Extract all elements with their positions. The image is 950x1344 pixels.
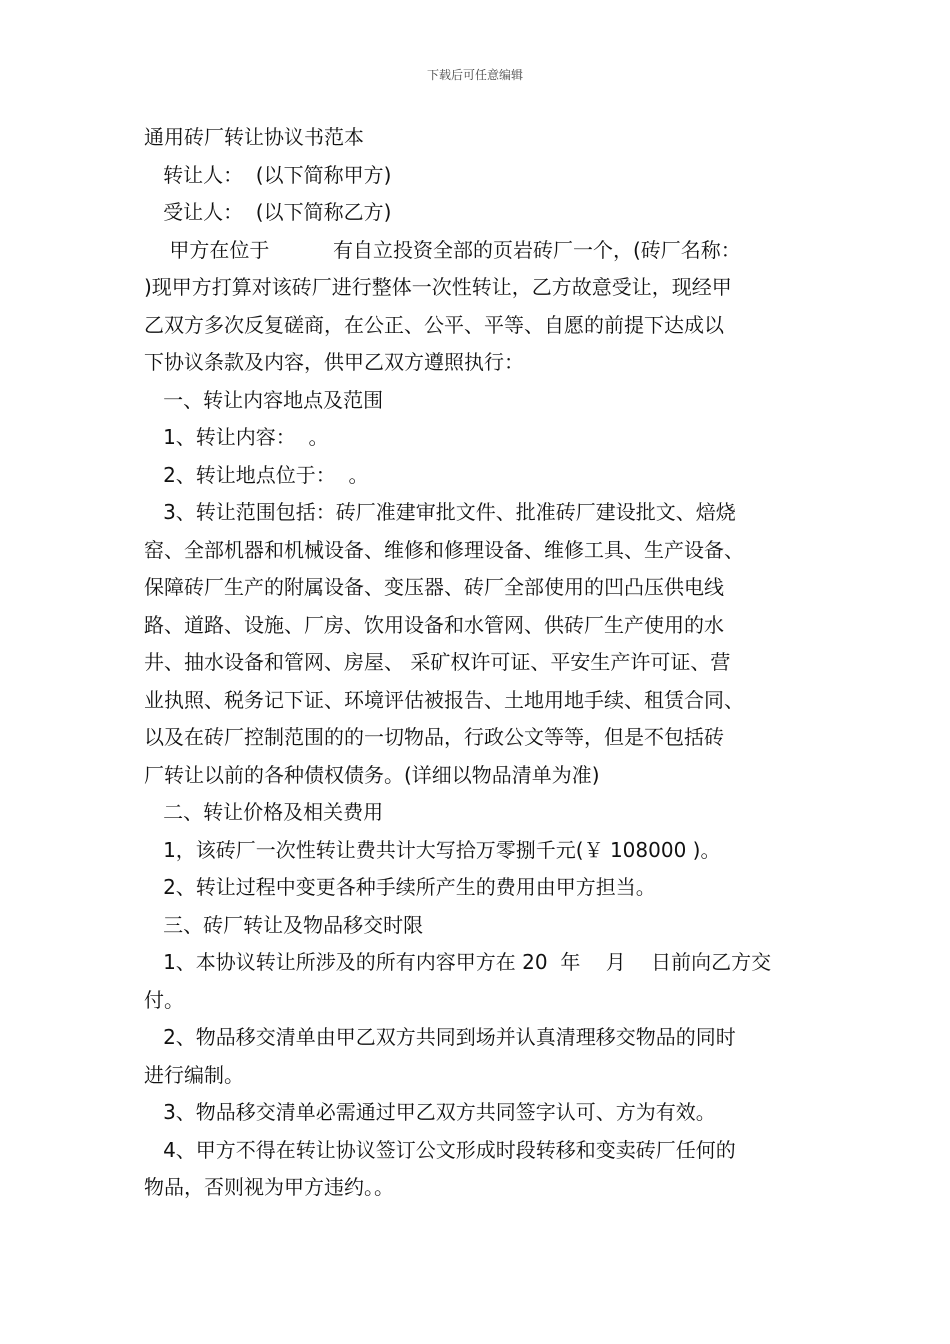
clause-line: 2、物品移交清单由甲乙双方共同到场并认真清理移交物品的同时 — [144, 1025, 736, 1049]
transferee-line: 受让人： (以下简称乙方) — [144, 200, 392, 224]
clause-line: 保障砖厂生产的附属设备、变压器、砖厂全部使用的凹凸压供电线 — [144, 575, 724, 599]
section-heading-1: 一、转让内容地点及范围 — [144, 387, 384, 412]
clause-line: 进行编制。 — [144, 1062, 244, 1087]
clause-line: 井、抽水设备和管网、房屋、 采矿权许可证、平安生产许可证、营 — [144, 650, 731, 674]
clause-line: 1、本协议转让所涉及的所有内容甲方在 20 年 月 日前向乙方交 — [144, 950, 772, 974]
paragraph-line: 乙双方多次反复磋商，在公正、公平、平等、自愿的前提下达成以 — [144, 312, 724, 337]
document-body — [144, 119, 816, 1207]
transferor-line: 转让人： (以下简称甲方) — [144, 162, 392, 187]
clause-line: 1，该砖厂一次性转让费共计大写拾万零捌千元(￥ 108000 )。 — [144, 837, 721, 862]
paragraph-line: 甲方在位于 有自立投资全部的页岩砖厂一个，(砖厂名称： — [144, 237, 741, 262]
paragraph-line: )现甲方打算对该砖厂进行整体一次性转让，乙方故意受让，现经甲 — [144, 275, 732, 299]
clause-line: 以及在砖厂控制范围的的一切物品，行政公文等等，但是不包括砖 — [144, 725, 724, 749]
clause-line: 窑、全部机器和机械设备、维修和修理设备、维修工具、生产设备、 — [144, 537, 744, 562]
clause-line: 路、道路、设施、厂房、饮用设备和水管网、供砖厂生产使用的水 — [144, 612, 724, 637]
document-title: 通用砖厂转让协议书范本 — [144, 125, 364, 149]
clause-line: 付。 — [144, 987, 184, 1012]
clause-line: 2、转让过程中变更各种手续所产生的费用由甲方担当。 — [144, 875, 656, 899]
clause-line: 3、物品移交清单必需通过甲乙双方共同签字认可、方为有效。 — [144, 1100, 716, 1124]
page-header: 下载后可任意编辑 — [426, 68, 523, 82]
clause-line: 业执照、税务记下证、环境评估被报告、土地用地手续、租赁合同、 — [144, 687, 744, 712]
clause-line: 3、转让范围包括：砖厂准建审批文件、批准砖厂建设批文、焙烧 — [144, 500, 736, 524]
clause-line: 物品，否则视为甲方违约。。 — [144, 1175, 394, 1199]
clause-line: 厂转让以前的各种债权债务。(详细以物品清单为准) — [144, 762, 600, 787]
clause-line: 1、转让内容： 。 — [144, 425, 329, 449]
section-heading-2: 二、转让价格及相关费用 — [144, 800, 384, 824]
clause-line: 2、转让地点位于： 。 — [144, 462, 369, 487]
paragraph-line: 下协议条款及内容，供甲乙双方遵照执行： — [144, 350, 524, 374]
section-heading-3: 三、砖厂转让及物品移交时限 — [144, 912, 424, 937]
clause-line: 4、甲方不得在转让协议签订公文形成时段转移和变卖砖厂任何的 — [144, 1137, 736, 1162]
